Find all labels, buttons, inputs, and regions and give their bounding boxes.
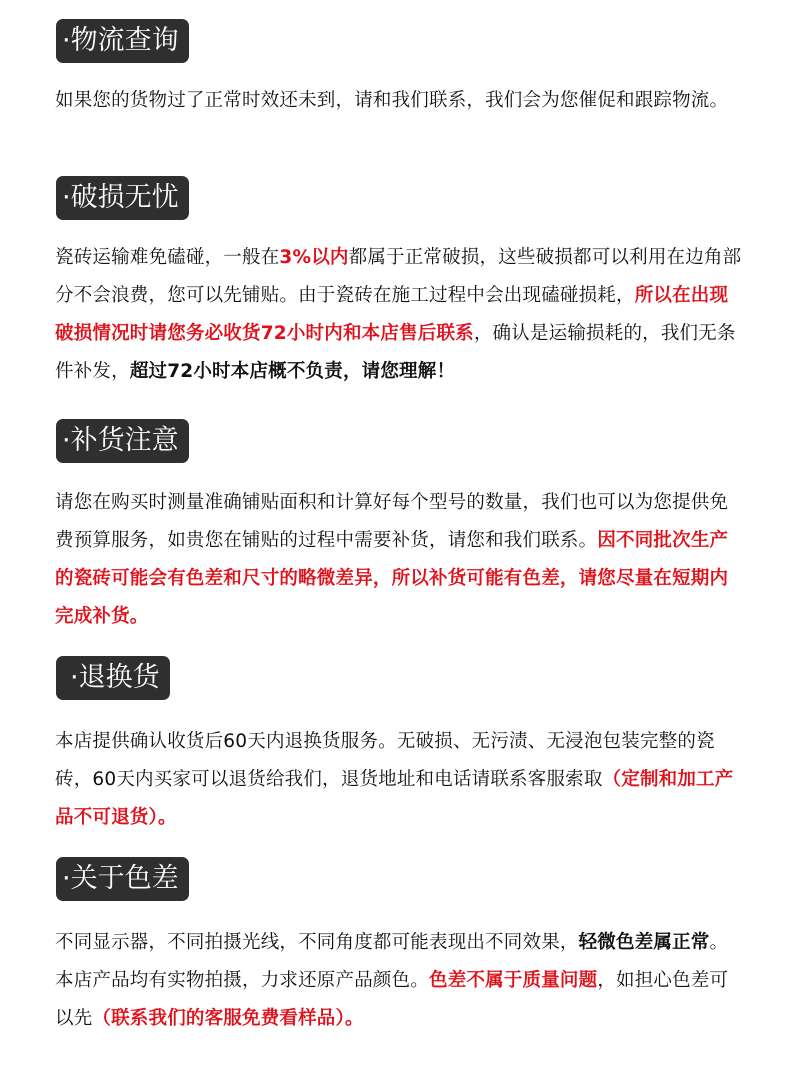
damage-disclaimer: 超过72小时本店概不负责，请您理解！	[129, 361, 456, 382]
section-title-damage: ·破损无忧	[56, 176, 189, 220]
restock-warning: 因不同批次生产的瓷砖可能会有色差和尺寸的略微差异，所以补货可能有色差，请您尽量在短期内完成补货。	[55, 530, 729, 627]
logistics-text: 如果您的货物过了正常时效还未到，请和我们联系，我们会为您催促和跟踪物流。	[55, 90, 729, 111]
section-text-returns	[55, 723, 745, 837]
section-text-logistics	[55, 82, 745, 120]
returns-exception: （定制和加工产品不可退货）。	[55, 769, 734, 828]
color-text-1: 不同显示器，不同拍摄光线，不同角度都可能表现出不同效果，	[55, 932, 579, 953]
damage-text-1: 瓷砖运输难免磕碰，一般在	[55, 247, 280, 268]
section-text-damage	[55, 239, 745, 391]
color-text-3: ，如担心色差可以先	[55, 970, 729, 1029]
section-title-logistics: ·物流查询	[56, 19, 189, 63]
damage-contact-notice: 所以在出现破损情况时请您务必收货72小时内和本店售后联系	[55, 285, 729, 344]
returns-text: 本店提供确认收货后60天内退换货服务。无破损、无污渍、无浸泡包装完整的瓷砖，60天内买家可以退货给我们，退货地址和电话请联系客服索取	[55, 731, 715, 790]
damage-text-3: ，确认是运输损耗的，我们无条件补发，	[55, 323, 736, 382]
section-title-returns: ·退换货	[56, 656, 170, 700]
damage-percent-highlight: 3%以内	[279, 247, 349, 268]
section-text-restock	[55, 484, 745, 636]
color-normal-notice: 轻微色差属正常	[578, 932, 710, 953]
section-text-color	[55, 924, 745, 1038]
section-title-restock: ·补货注意	[56, 419, 189, 463]
damage-text-2: 都属于正常破损，这些破损都可以利用在边角部分不会浪费，您可以先铺贴。由于瓷砖在施工过程中会出现磕碰损耗，	[55, 247, 742, 306]
restock-text: 请您在购买时测量准确铺贴面积和计算好每个型号的数量，我们也可以为您提供免费预算服务，如贵您在铺贴的过程中需要补货，请您和我们联系。	[55, 492, 729, 551]
section-title-color: ·关于色差	[56, 857, 189, 901]
color-sample-notice: （联系我们的客服免费看样品）。	[92, 1008, 364, 1029]
color-text-2: 。本店产品均有实物拍摄，力求还原产品颜色。	[55, 932, 729, 991]
color-quality-notice: 色差不属于质量问题	[429, 970, 598, 991]
